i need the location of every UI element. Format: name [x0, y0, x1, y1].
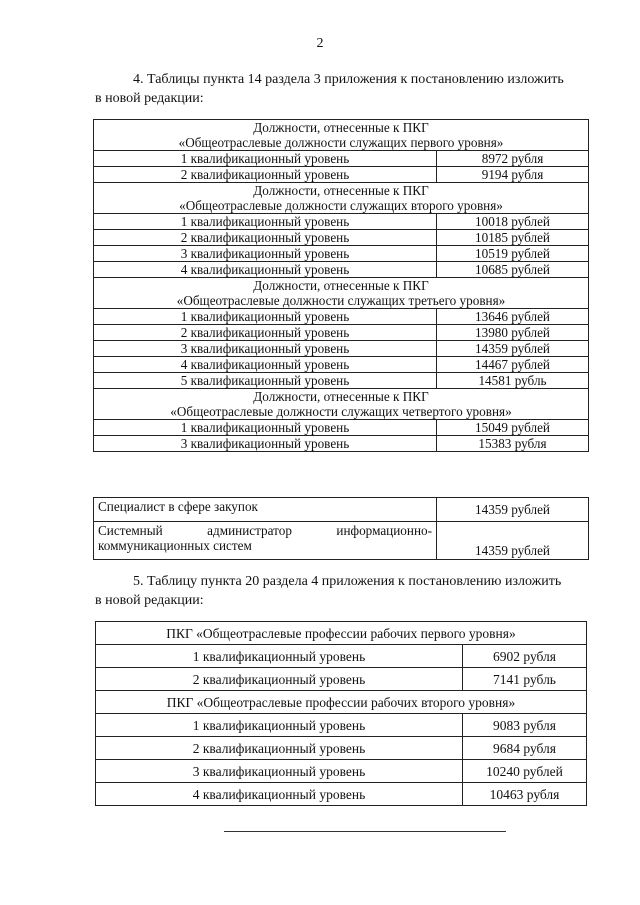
table-row	[94, 262, 589, 278]
end-rule	[224, 831, 506, 832]
qualification-level: 2 квалификационный уровень	[96, 737, 463, 760]
salary-value: 13980 рублей	[437, 325, 589, 341]
table-row	[94, 341, 589, 357]
group-heading-line1: Должности, отнесенные к ПКГ	[253, 120, 429, 135]
salary-value: 9194 рубля	[437, 167, 589, 183]
qualification-level: 2 квалификационный уровень	[94, 167, 437, 183]
salary-table-workers	[95, 621, 587, 806]
salary-value: 9083 рубля	[463, 714, 587, 737]
position-name: Специалист в сфере закупок	[94, 498, 437, 522]
salary-value: 6902 рубля	[463, 645, 587, 668]
group-heading-line2: «Общеотраслевые должности служащих второго уровня»	[179, 198, 503, 213]
table-row	[94, 373, 589, 389]
qualification-level: 2 квалификационный уровень	[94, 230, 437, 246]
group-heading	[94, 278, 589, 309]
salary-value: 14359 рублей	[437, 498, 589, 522]
qualification-level: 3 квалификационный уровень	[96, 760, 463, 783]
salary-value: 10685 рублей	[437, 262, 589, 278]
group-heading-line1: Должности, отнесенные к ПКГ	[253, 183, 429, 198]
table-row	[94, 214, 589, 230]
table-row	[96, 645, 587, 668]
table-row	[94, 151, 589, 167]
salary-value: 7141 рубль	[463, 668, 587, 691]
qualification-level: 3 квалификационный уровень	[94, 246, 437, 262]
table-row	[94, 325, 589, 341]
group-heading	[94, 183, 589, 214]
table-row	[96, 668, 587, 691]
table-row	[94, 246, 589, 262]
qualification-level: 1 квалификационный уровень	[94, 420, 437, 436]
table-row	[94, 498, 589, 522]
salary-value: 14359 рублей	[437, 341, 589, 357]
salary-value: 8972 рубля	[437, 151, 589, 167]
paragraph-4-line1: 4. Таблицы пункта 14 раздела 3 приложения к постановлению изложить	[133, 72, 564, 87]
group-heading-row	[96, 691, 587, 714]
group-heading-row	[94, 120, 589, 151]
qualification-level: 4 квалификационный уровень	[94, 262, 437, 278]
group-heading-line2: «Общеотраслевые должности служащих третьего уровня»	[176, 293, 506, 308]
qualification-level: 1 квалификационный уровень	[96, 714, 463, 737]
salary-value: 14581 рубль	[437, 373, 589, 389]
table-row	[96, 714, 587, 737]
group-heading	[94, 120, 589, 151]
group-heading: ПКГ «Общеотраслевые профессии рабочих первого уровня»	[96, 622, 587, 645]
qualification-level: 4 квалификационный уровень	[94, 357, 437, 373]
qualification-level: 3 квалификационный уровень	[94, 341, 437, 357]
group-heading-row	[96, 622, 587, 645]
salary-value: 10463 рубля	[463, 783, 587, 806]
qualification-level: 1 квалификационный уровень	[94, 151, 437, 167]
salary-value: 15049 рублей	[437, 420, 589, 436]
paragraph-5-line2: в новой редакции:	[95, 593, 204, 608]
group-heading-line1: Должности, отнесенные к ПКГ	[253, 389, 429, 404]
salary-value: 10018 рублей	[437, 214, 589, 230]
group-heading-row	[94, 389, 589, 420]
table-row	[94, 522, 589, 560]
paragraph-4	[95, 70, 587, 108]
group-heading-line2: «Общеотраслевые должности служащих первого уровня»	[178, 135, 504, 150]
group-heading	[94, 389, 589, 420]
table-row	[94, 167, 589, 183]
salary-value: 10240 рублей	[463, 760, 587, 783]
table-row	[96, 737, 587, 760]
salary-value: 15383 рубля	[437, 436, 589, 452]
table-row	[94, 436, 589, 452]
salary-value: 14467 рублей	[437, 357, 589, 373]
salary-value: 10185 рублей	[437, 230, 589, 246]
salary-value: 9684 рубля	[463, 737, 587, 760]
group-heading-line1: Должности, отнесенные к ПКГ	[253, 278, 429, 293]
table-row	[96, 760, 587, 783]
qualification-level: 3 квалификационный уровень	[94, 436, 437, 452]
salary-value: 10519 рублей	[437, 246, 589, 262]
group-heading-line2: «Общеотраслевые должности служащих четвертого уровня»	[170, 404, 512, 419]
qualification-level: 5 квалификационный уровень	[94, 373, 437, 389]
table-row	[94, 309, 589, 325]
qualification-level: 1 квалификационный уровень	[96, 645, 463, 668]
group-heading: ПКГ «Общеотраслевые профессии рабочих второго уровня»	[96, 691, 587, 714]
qualification-level: 1 квалификационный уровень	[94, 214, 437, 230]
group-heading-row	[94, 278, 589, 309]
paragraph-5-line1: 5. Таблицу пункта 20 раздела 4 приложения к постановлению изложить	[133, 574, 562, 589]
table-row	[96, 783, 587, 806]
paragraph-5	[95, 572, 587, 610]
salary-value: 13646 рублей	[437, 309, 589, 325]
qualification-level: 1 квалификационный уровень	[94, 309, 437, 325]
salary-table-employees	[93, 119, 589, 452]
qualification-level: 4 квалификационный уровень	[96, 783, 463, 806]
salary-value: 14359 рублей	[437, 522, 589, 560]
qualification-level: 2 квалификационный уровень	[94, 325, 437, 341]
table-row	[94, 420, 589, 436]
group-heading-row	[94, 183, 589, 214]
page-number: 2	[316, 36, 324, 51]
position-name: Системный администратор информационно-коммуникационных систем	[94, 522, 437, 560]
qualification-level: 2 квалификационный уровень	[96, 668, 463, 691]
table-row	[94, 230, 589, 246]
salary-table-specialists	[93, 497, 589, 560]
table-row	[94, 357, 589, 373]
paragraph-4-line2: в новой редакции:	[95, 91, 204, 106]
